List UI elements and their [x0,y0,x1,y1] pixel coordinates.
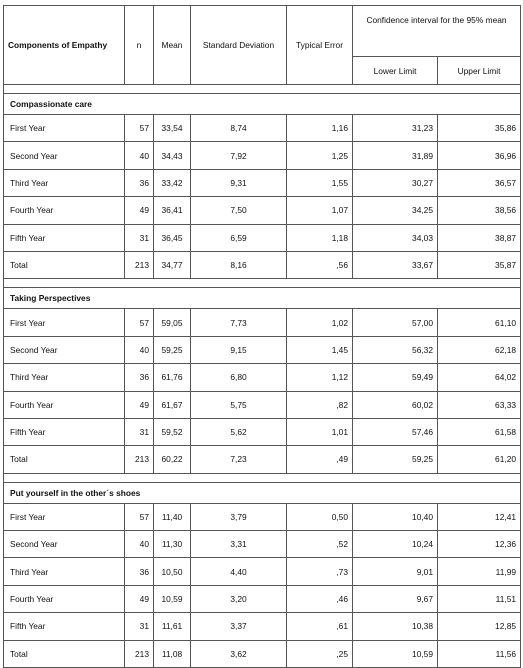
cell-typical-error: 1,01 [287,418,353,445]
spacer-cell [4,473,521,482]
spacer-row [4,473,521,482]
cell-n: 213 [125,251,154,278]
cell-n: 36 [125,558,154,585]
table-row [4,558,521,585]
cell-label: Fifth Year [4,418,125,445]
table-row [4,309,521,336]
cell-n: 213 [125,446,154,473]
section-header-row [4,288,521,309]
cell-typical-error: ,49 [287,446,353,473]
cell-typical-error: 1,45 [287,336,353,363]
cell-label: Third Year [4,364,125,391]
cell-mean: 11,30 [154,531,191,558]
cell-label: Second Year [4,142,125,169]
cell-mean: 33,42 [154,169,191,196]
cell-n: 49 [125,197,154,224]
cell-lower-limit: 31,89 [353,142,438,169]
spacer-cell [4,85,521,94]
section-title: Taking Perspectives [4,288,521,309]
cell-n: 49 [125,585,154,612]
cell-mean: 36,41 [154,197,191,224]
cell-n: 57 [125,309,154,336]
table-row [4,251,521,278]
cell-upper-limit: 61,10 [438,309,521,336]
cell-n: 49 [125,391,154,418]
cell-standard-deviation: 7,92 [191,142,287,169]
cell-typical-error: ,56 [287,251,353,278]
cell-typical-error: 1,18 [287,224,353,251]
cell-lower-limit: 57,00 [353,309,438,336]
cell-lower-limit: 60,02 [353,391,438,418]
cell-standard-deviation: 3,31 [191,531,287,558]
cell-standard-deviation: 9,15 [191,336,287,363]
cell-typical-error: ,73 [287,558,353,585]
cell-standard-deviation: 9,31 [191,169,287,196]
header-typical-error: Typical Error [287,6,353,85]
table-row [4,142,521,169]
cell-upper-limit: 12,41 [438,503,521,530]
cell-lower-limit: 10,24 [353,531,438,558]
cell-lower-limit: 34,03 [353,224,438,251]
cell-lower-limit: 9,01 [353,558,438,585]
cell-label: Fourth Year [4,197,125,224]
table-row [4,197,521,224]
cell-upper-limit: 11,51 [438,585,521,612]
table-row [4,418,521,445]
cell-upper-limit: 38,56 [438,197,521,224]
cell-upper-limit: 36,96 [438,142,521,169]
cell-standard-deviation: 4,40 [191,558,287,585]
cell-standard-deviation: 5,75 [191,391,287,418]
cell-label: Fourth Year [4,391,125,418]
cell-label: Total [4,640,125,667]
cell-standard-deviation: 7,73 [191,309,287,336]
cell-label: First Year [4,503,125,530]
section-header-row [4,482,521,503]
cell-mean: 59,05 [154,309,191,336]
cell-typical-error: 1,07 [287,197,353,224]
spacer-cell [4,279,521,288]
cell-n: 40 [125,142,154,169]
cell-mean: 11,61 [154,613,191,640]
section-title: Put yourself in the other´s shoes [4,482,521,503]
cell-standard-deviation: 6,59 [191,224,287,251]
cell-n: 57 [125,503,154,530]
cell-n: 31 [125,224,154,251]
cell-lower-limit: 56,32 [353,336,438,363]
cell-typical-error: ,46 [287,585,353,612]
cell-mean: 61,67 [154,391,191,418]
cell-label: Total [4,446,125,473]
cell-typical-error: 1,16 [287,115,353,142]
cell-standard-deviation: 7,50 [191,197,287,224]
cell-typical-error: 1,12 [287,364,353,391]
table-row [4,115,521,142]
cell-upper-limit: 35,87 [438,251,521,278]
cell-lower-limit: 31,23 [353,115,438,142]
cell-label: Fifth Year [4,613,125,640]
cell-lower-limit: 10,59 [353,640,438,667]
header-upper-limit: Upper Limit [438,57,521,85]
table-row [4,531,521,558]
cell-upper-limit: 11,99 [438,558,521,585]
header-components: Components of Empathy [4,6,125,85]
cell-label: Fifth Year [4,224,125,251]
cell-mean: 11,08 [154,640,191,667]
table-row [4,613,521,640]
cell-lower-limit: 57,46 [353,418,438,445]
spacer-row [4,85,521,94]
cell-upper-limit: 63,33 [438,391,521,418]
cell-standard-deviation: 3,37 [191,613,287,640]
header-mean: Mean [154,6,191,85]
cell-typical-error: 1,55 [287,169,353,196]
cell-n: 36 [125,169,154,196]
cell-upper-limit: 61,58 [438,418,521,445]
table-body [4,85,521,668]
table-row [4,364,521,391]
cell-mean: 11,40 [154,503,191,530]
cell-upper-limit: 12,36 [438,531,521,558]
cell-lower-limit: 10,40 [353,503,438,530]
cell-typical-error: ,82 [287,391,353,418]
cell-mean: 34,77 [154,251,191,278]
cell-upper-limit: 64,02 [438,364,521,391]
header-n: n [125,6,154,85]
cell-label: Second Year [4,336,125,363]
empathy-table [3,5,521,668]
cell-mean: 33,54 [154,115,191,142]
cell-n: 36 [125,364,154,391]
cell-typical-error: 0,50 [287,503,353,530]
cell-mean: 36,45 [154,224,191,251]
cell-label: Total [4,251,125,278]
cell-upper-limit: 11,56 [438,640,521,667]
table-row [4,585,521,612]
cell-lower-limit: 9,67 [353,585,438,612]
cell-standard-deviation: 6,80 [191,364,287,391]
cell-standard-deviation: 3,20 [191,585,287,612]
spacer-row [4,279,521,288]
section-header-row [4,94,521,115]
cell-n: 31 [125,418,154,445]
header-confidence-interval: Confidence interval for the 95% mean [353,6,521,57]
table-row [4,224,521,251]
table-row [4,336,521,363]
cell-lower-limit: 10,38 [353,613,438,640]
cell-label: Third Year [4,558,125,585]
cell-typical-error: ,52 [287,531,353,558]
cell-standard-deviation: 5,62 [191,418,287,445]
cell-standard-deviation: 8,16 [191,251,287,278]
cell-standard-deviation: 3,62 [191,640,287,667]
cell-n: 40 [125,336,154,363]
table-row [4,503,521,530]
cell-standard-deviation: 3,79 [191,503,287,530]
cell-lower-limit: 59,25 [353,446,438,473]
cell-label: Second Year [4,531,125,558]
header-lower-limit: Lower Limit [353,57,438,85]
cell-typical-error: ,25 [287,640,353,667]
cell-label: Fourth Year [4,585,125,612]
cell-standard-deviation: 7,23 [191,446,287,473]
cell-n: 57 [125,115,154,142]
cell-standard-deviation: 8,74 [191,115,287,142]
cell-upper-limit: 36,57 [438,169,521,196]
cell-mean: 10,50 [154,558,191,585]
cell-upper-limit: 62,18 [438,336,521,363]
cell-upper-limit: 12,85 [438,613,521,640]
cell-n: 40 [125,531,154,558]
cell-mean: 34,43 [154,142,191,169]
cell-lower-limit: 34,25 [353,197,438,224]
cell-n: 31 [125,613,154,640]
table-row [4,391,521,418]
cell-mean: 59,25 [154,336,191,363]
cell-typical-error: 1,25 [287,142,353,169]
header-standard-deviation: Standard Deviation [191,6,287,85]
cell-lower-limit: 59,49 [353,364,438,391]
cell-upper-limit: 35,86 [438,115,521,142]
cell-label: Third Year [4,169,125,196]
cell-lower-limit: 30,27 [353,169,438,196]
table-row [4,446,521,473]
cell-mean: 59,52 [154,418,191,445]
table-row [4,640,521,667]
cell-upper-limit: 61,20 [438,446,521,473]
table-row [4,169,521,196]
cell-label: First Year [4,309,125,336]
cell-mean: 10,59 [154,585,191,612]
cell-upper-limit: 38,87 [438,224,521,251]
cell-typical-error: 1,02 [287,309,353,336]
cell-lower-limit: 33,67 [353,251,438,278]
cell-mean: 60,22 [154,446,191,473]
cell-mean: 61,76 [154,364,191,391]
section-title: Compassionate care [4,94,521,115]
cell-n: 213 [125,640,154,667]
cell-typical-error: ,61 [287,613,353,640]
cell-label: First Year [4,115,125,142]
